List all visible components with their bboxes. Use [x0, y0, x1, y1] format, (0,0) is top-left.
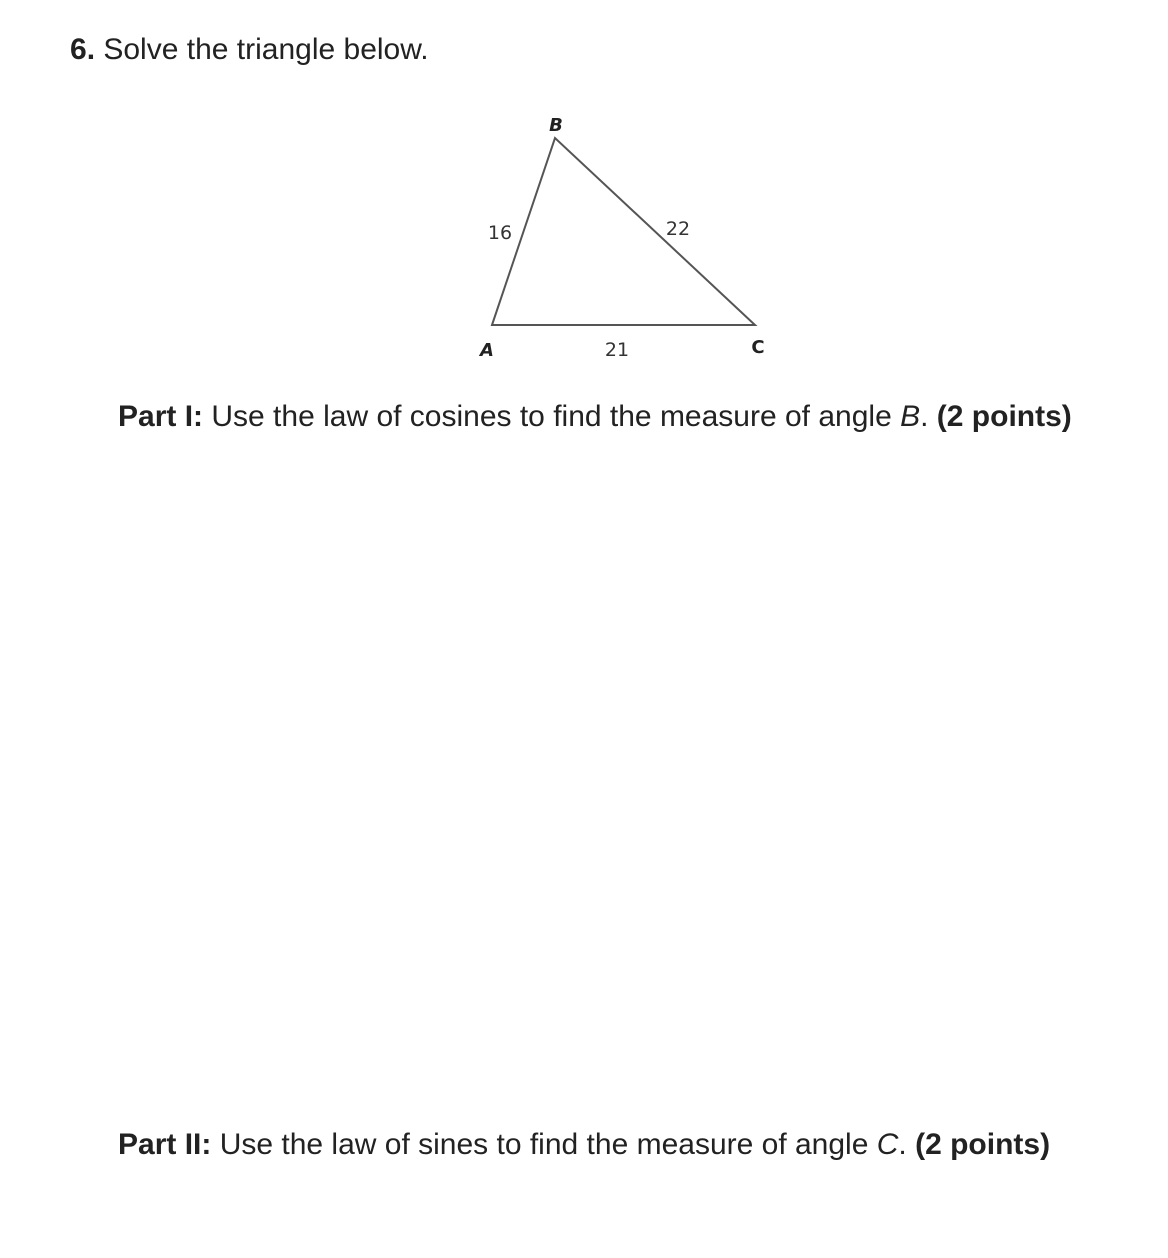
- part-2-prompt: Part II: Use the law of sines to find the measure of angle C. (2 points): [118, 1128, 1051, 1161]
- triangle-figure: [460, 100, 780, 370]
- points-value: (2 points): [936, 400, 1072, 433]
- angle-name: C: [876, 1128, 899, 1161]
- part-label: Part II:: [118, 1128, 212, 1161]
- vertex-label-c: C: [751, 337, 765, 358]
- question-number: 6.: [70, 33, 96, 66]
- side-label-ab: 16: [487, 222, 513, 244]
- vertex-label-b: B: [549, 115, 563, 136]
- triangle-diagram: [460, 100, 780, 370]
- vertex-label-a: A: [480, 340, 494, 361]
- question-title: [70, 30, 429, 70]
- question-text: Solve the triangle below.: [95, 33, 429, 66]
- part-1-prompt: Part I: Use the law of cosines to find the measure of angle B. (2 points): [118, 400, 1072, 433]
- part-label: Part I:: [118, 400, 204, 433]
- side-label-ac: 21: [604, 339, 630, 361]
- angle-name: B: [900, 400, 921, 433]
- side-label-bc: 22: [665, 218, 691, 240]
- triangle-outline: [492, 138, 755, 325]
- points-value: (2 points): [915, 1128, 1051, 1161]
